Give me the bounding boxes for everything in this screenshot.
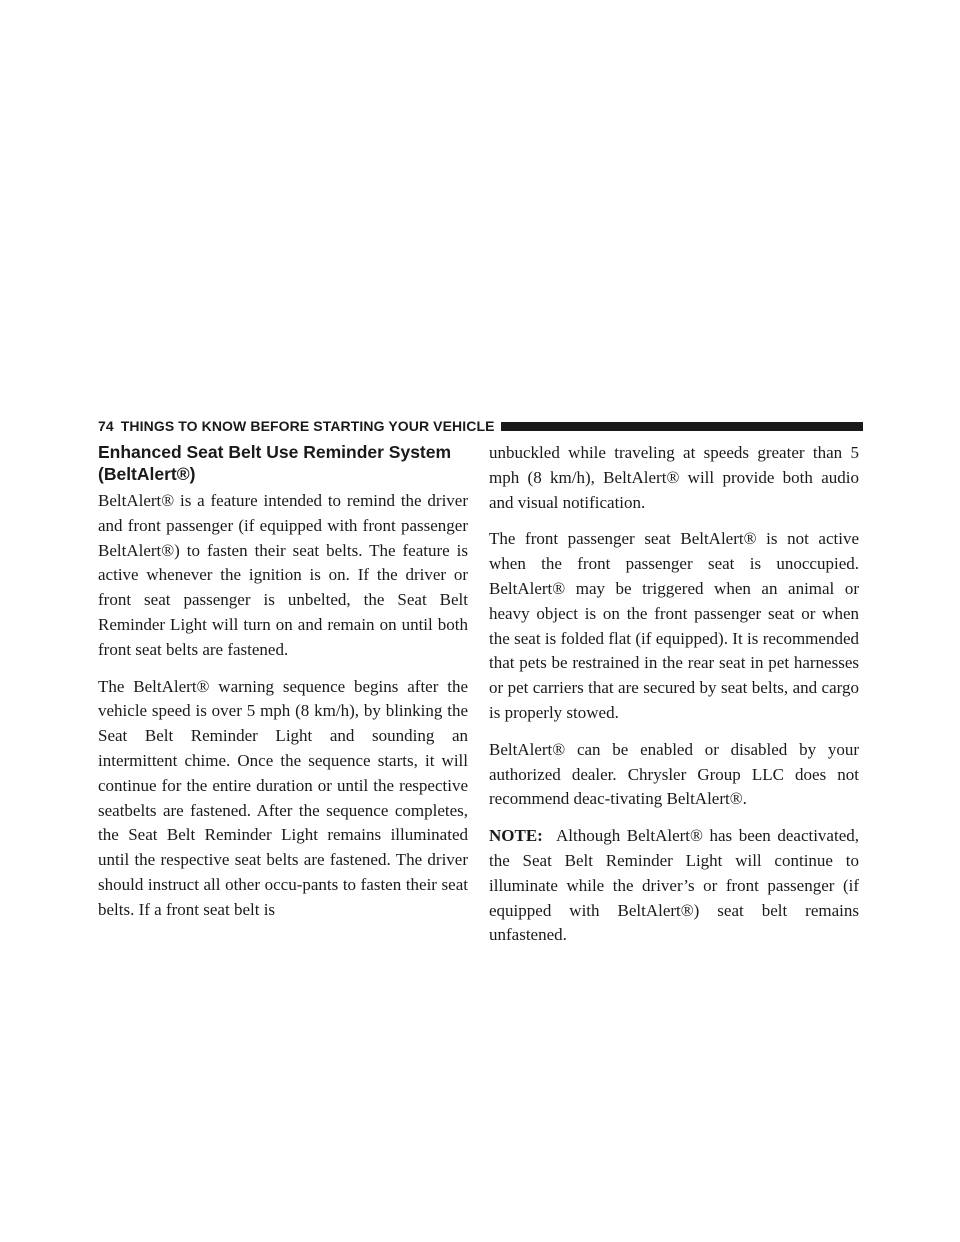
paragraph: The front passenger seat BeltAlert® is not active when the front passenger seat is unoccupied. BeltAlert® may be triggered when an animal or heavy object is on the front passenger seat or when the seat is folded flat (if equipped). It is recommended that pets be restrained in the rear seat in pet harnesses or pet carriers that are secured by seat belts, and cargo is properly stowed. xyxy=(489,529,859,722)
note-label: NOTE: xyxy=(489,826,543,846)
header-rule xyxy=(501,422,863,431)
paragraph: BeltAlert® is a feature intended to remind the driver and front passenger (if equipped with front passenger BeltAlert®) to fasten their seat belts. The feature is active whenever the ignition is on. If the driver or front seat passenger is unbelted, the Seat Belt Reminder Light will turn on and remain on until both front seat belts are fastened. xyxy=(98,491,468,659)
page-number: 74 xyxy=(98,418,114,434)
right-column xyxy=(489,441,859,960)
note-paragraph xyxy=(489,824,859,948)
paragraph: unbuckled while traveling at speeds greater than 5 mph (8 km/h), BeltAlert® will provide both audio and visual notification. xyxy=(489,443,859,512)
page-header xyxy=(98,416,863,436)
section-title: THINGS TO KNOW BEFORE STARTING YOUR VEHICLE xyxy=(120,418,495,434)
left-column xyxy=(98,441,468,935)
paragraph: BeltAlert® can be enabled or disabled by your authorized dealer. Chrysler Group LLC does not recommend deac-tivating BeltAlert®. xyxy=(489,739,859,809)
paragraph: The BeltAlert® warning sequence begins after the vehicle speed is over 5 mph (8 km/h), by blinking the Seat Belt Reminder Light and sounding an intermittent chime. Once the sequence starts, it will continue for the entire duration or until the respective seatbelts are fastened. After the sequence completes, the Seat Belt Reminder Light remains illuminated until the respective seat belts are fastened. The driver should instruct all other occu-pants to fasten their seat belts. If a front seat belt is xyxy=(98,676,468,919)
note-text: Although BeltAlert® has been deactivated, the Seat Belt Reminder Light will continue to illuminate while the driver’s or front passenger (if equipped with BeltAlert®) seat belt remains unfastened. xyxy=(489,826,859,945)
section-heading: Enhanced Seat Belt Use Reminder System (BeltAlert®) xyxy=(98,442,452,484)
